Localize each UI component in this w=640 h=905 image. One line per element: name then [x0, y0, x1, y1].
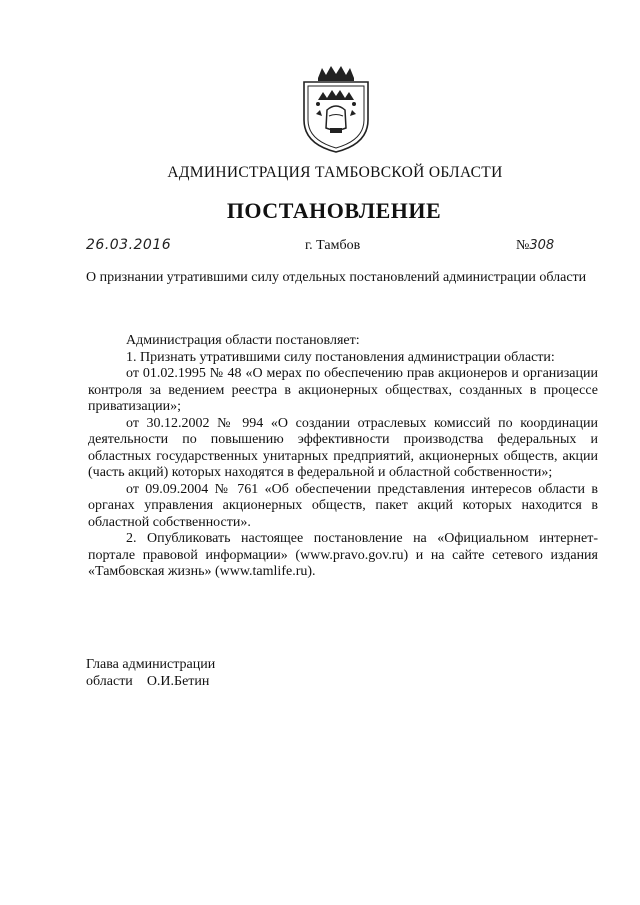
agency-name: АДМИНИСТРАЦИЯ ТАМБОВСКОЙ ОБЛАСТИ	[167, 164, 503, 181]
signature-position-line1: Глава администрации	[86, 657, 216, 672]
signature-block	[86, 656, 215, 690]
document-date: 26.03.2016	[86, 237, 172, 253]
document-body	[88, 333, 598, 581]
signature-name: О.И.Бетин	[146, 674, 210, 689]
number-value: 308	[529, 238, 555, 253]
coat-of-arms-icon	[296, 66, 376, 156]
body-subitem-3: от 09.09.2004 № 761 «Об обеспечении представления интересов области в органах управления акционерных обществ, пакет акций которых находится в областной собственности».	[88, 481, 598, 530]
document-type: ПОСТАНОВЛЕНИЕ	[226, 198, 442, 223]
signature-position-line2: области	[86, 674, 133, 689]
body-item-1: 1. Признать утратившими силу постановления администрации области:	[126, 349, 555, 365]
number-prefix: №	[516, 238, 530, 253]
body-subitem-1: от 01.02.1995 № 48 «О мерах по обеспечению прав акционеров и организации контроля за ведением реестра в акционерных обществах, созданных в процессе приватизации»;	[88, 366, 598, 414]
body-intro: Администрация области постановляет:	[126, 333, 360, 348]
document-number	[516, 238, 554, 254]
document-city: г. Тамбов	[305, 238, 361, 253]
document-subject: О признании утратившими силу отдельных постановлений администрации области	[86, 270, 587, 285]
signature-row	[86, 673, 215, 690]
body-item-2: 2. Опубликовать настоящее постановление на «Официальном интернет-портале правовой информации» (www.pravo.gov.ru) и на сайте сетевого издания «Тамбовская жизнь» (www.tamlife.ru).	[88, 531, 598, 579]
body-subitem-2: от 30.12.2002 № 994 «О создании отраслевых комиссий по координации деятельности по повышению эффективности производства федеральных и областных государственных унитарных предприятий, акционерных обществ, акции (часть акций) которых находятся в федеральной и областной собственности»;	[88, 415, 598, 480]
